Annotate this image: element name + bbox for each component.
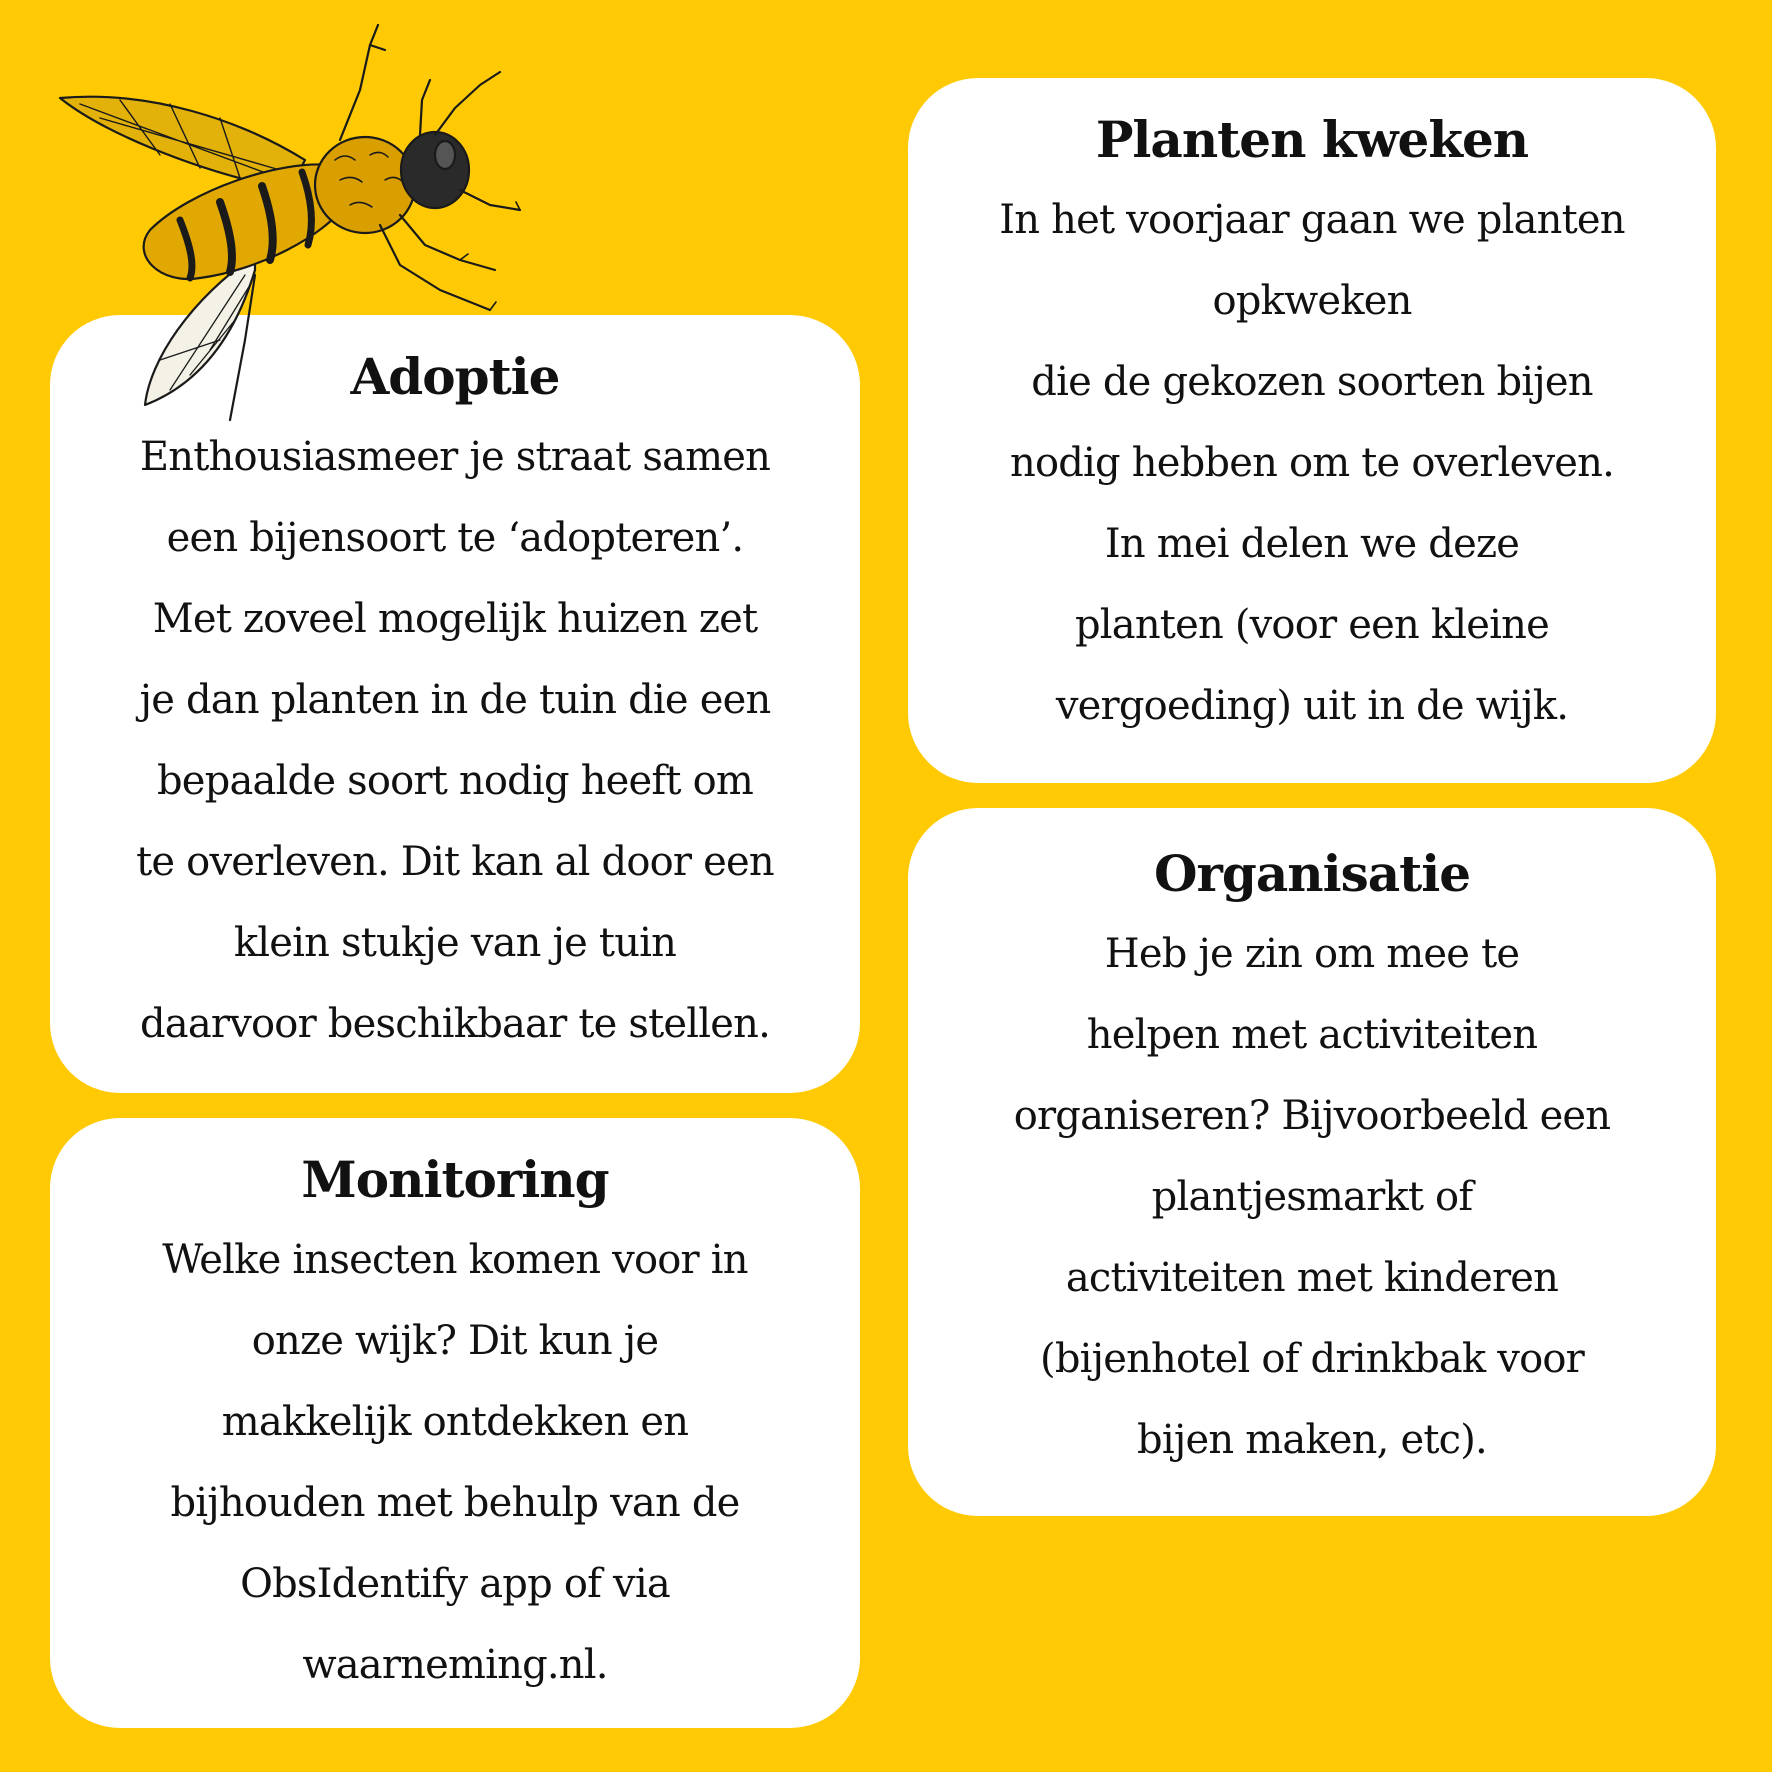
organisatie-card	[908, 808, 1716, 1516]
organisatie-text-line: organiseren? Bijvoorbeeld een	[1013, 1093, 1611, 1139]
adoptie-text-line: Met zoveel mogelijk huizen zet	[152, 596, 758, 642]
organisatie-text-line: plantjesmarkt of	[1151, 1174, 1473, 1220]
adoptie-text-line: bepaalde soort nodig heeft om	[156, 758, 754, 804]
monitoring-card	[50, 1118, 860, 1728]
adoptie-text-line: te overleven. Dit kan al door een	[136, 839, 774, 885]
monitoring-text-line: waarneming.nl.	[302, 1642, 608, 1688]
organisatie-title: Organisatie	[1153, 844, 1471, 903]
adoptie-text-line: daarvoor beschikbaar te stellen.	[139, 1001, 771, 1047]
adoptie-card	[50, 315, 860, 1093]
monitoring-text-line: ObsIdentify app of via	[240, 1561, 670, 1607]
organisatie-text-line: helpen met activiteiten	[1086, 1012, 1538, 1058]
adoptie-text-line: Enthousiasmeer je straat samen	[139, 434, 771, 480]
planten-text-line: nodig hebben om te overleven.	[1009, 440, 1615, 486]
adoptie-text-line: je dan planten in de tuin die een	[139, 677, 771, 723]
bee-icon	[40, 20, 530, 430]
planten-text-line: planten (voor een kleine	[1075, 602, 1549, 648]
planten-text-line: opkweken	[1212, 278, 1412, 324]
planten-text-line: In mei delen we deze	[1104, 521, 1520, 567]
planten-kweken-card	[908, 78, 1716, 783]
monitoring-text-line: Welke insecten komen voor in	[162, 1237, 748, 1283]
adoptie-text-line: een bijensoort te ‘adopteren’.	[166, 515, 744, 561]
organisatie-text-line: (bijenhotel of drinkbak voor	[1040, 1336, 1584, 1382]
monitoring-text-line: onze wijk? Dit kun je	[251, 1318, 659, 1364]
monitoring-text-line: bijhouden met behulp van de	[170, 1480, 740, 1526]
monitoring-text-line: makkelijk ontdekken en	[221, 1399, 689, 1445]
adoptie-title: Adoptie	[350, 347, 560, 406]
planten-kweken-title: Planten kweken	[1095, 110, 1529, 169]
organisatie-text-line: bijen maken, etc).	[1137, 1417, 1487, 1463]
adoptie-text-line: klein stukje van je tuin	[233, 920, 677, 966]
organisatie-text-line: Heb je zin om mee te	[1104, 931, 1520, 977]
planten-text-line: In het voorjaar gaan we planten	[999, 197, 1625, 243]
organisatie-text-line: activiteiten met kinderen	[1065, 1255, 1559, 1301]
monitoring-title: Monitoring	[301, 1150, 609, 1209]
planten-text-line: die de gekozen soorten bijen	[1031, 359, 1593, 405]
planten-text-line: vergoeding) uit in de wijk.	[1055, 683, 1569, 729]
